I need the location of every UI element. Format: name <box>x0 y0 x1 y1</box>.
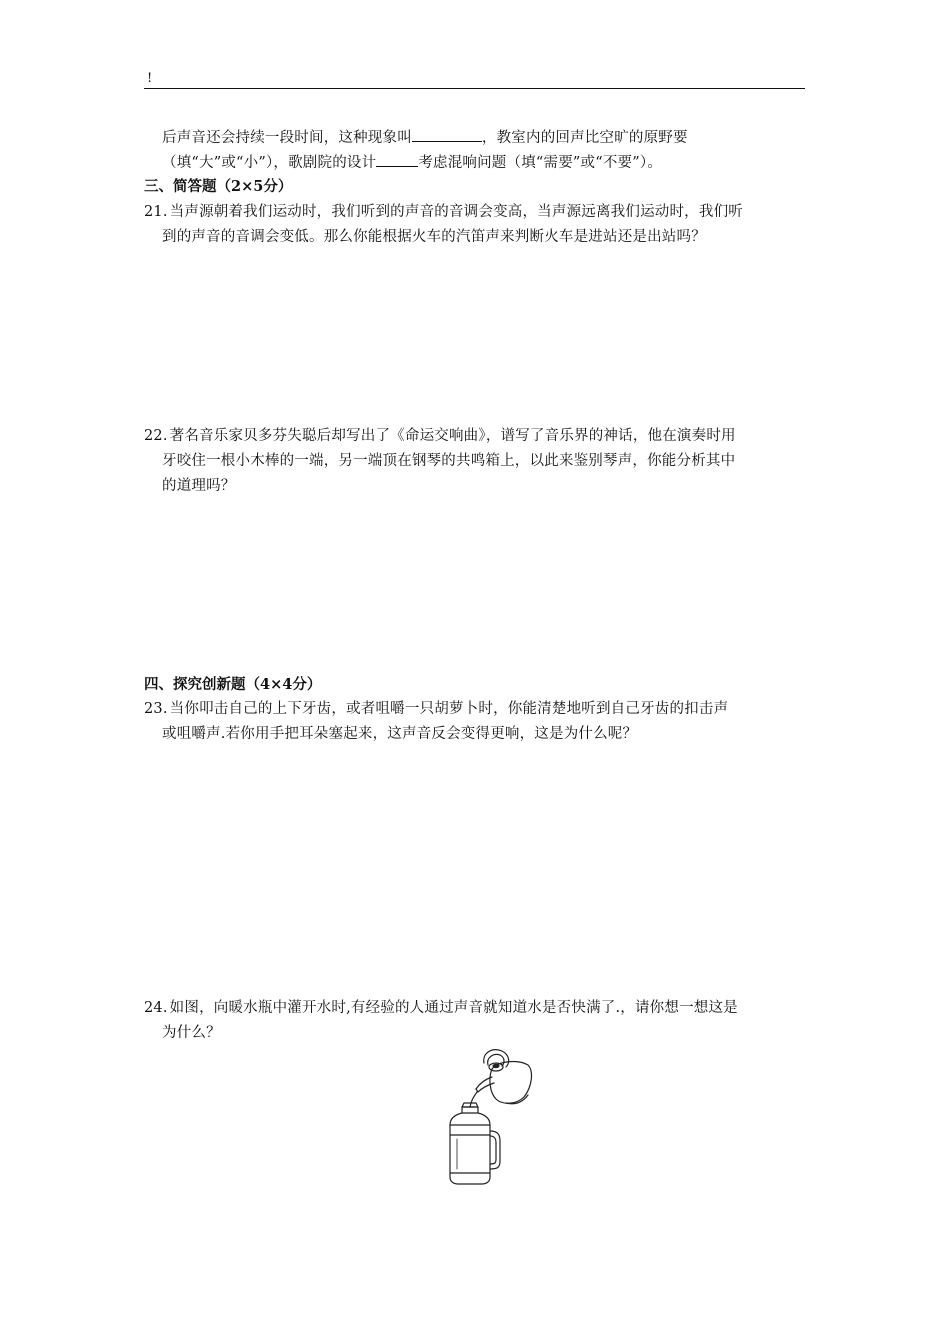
q21-text-1: 当声源朝着我们运动时，我们听到的声音的音调会变高，当声源远离我们运动时，我们听 <box>169 204 743 220</box>
q20-blank-2[interactable] <box>376 151 418 167</box>
q23-number: 23. <box>144 701 168 717</box>
q23-text-1: 当你叩击自己的上下牙齿，或者咀嚼一只胡萝卜时，你能清楚地听到自己牙齿的扣击声 <box>169 701 729 717</box>
q22-line-1 <box>144 424 736 448</box>
q20-text-2b: 考虑混响问题（填“需要”或“不要”）。 <box>418 155 663 171</box>
q20-line-2 <box>162 151 662 175</box>
q22-line-2: 牙咬住一根小木棒的一端，另一端顶在钢琴的共鸣箱上，以此来鉴别琴声，你能分析其中 <box>162 453 736 469</box>
q20-text-1b: ，教室内的回声比空旷的原野要 <box>481 130 688 146</box>
q20-text-2a: （填“大”或“小”），歌剧院的设计 <box>162 155 377 171</box>
q21-line-1 <box>144 200 743 224</box>
q20-blank-1[interactable] <box>412 126 482 142</box>
q24-line-1 <box>144 996 738 1020</box>
q23-line-1 <box>144 697 728 721</box>
q23-line-2: 或咀嚼声.若你用手把耳朵塞起来，这声音反会变得更响，这是为什么呢？ <box>162 726 638 742</box>
q24-number: 24. <box>144 1000 168 1016</box>
q22-text-1: 著名音乐家贝多芬失聪后却写出了《命运交响曲》，谱写了音乐界的神话，他在演奏时用 <box>169 428 736 444</box>
kettle-pouring-into-thermos-icon <box>440 1043 540 1188</box>
q22-number: 22. <box>144 428 168 444</box>
section-3-title: 三、简答题（2×5分） <box>144 178 293 195</box>
q20-line-1 <box>162 126 688 150</box>
header-rule <box>144 88 805 89</box>
q22-line-3: 的道理吗？ <box>162 478 236 494</box>
q24-text-1: 如图，向暖水瓶中灌开水时,有经验的人通过声音就知道水是否快满了.，请你想一想这是 <box>169 1000 738 1016</box>
header-mark: ! <box>147 71 153 86</box>
q21-line-2: 到的声音的音调会变低。那么你能根据火车的汽笛声来判断火车是进站还是出站吗？ <box>162 229 706 245</box>
q21-number: 21. <box>144 204 168 220</box>
q20-text-1a: 后声音还会持续一段时间，这种现象叫 <box>162 130 412 146</box>
q24-line-2: 为什么？ <box>162 1025 221 1041</box>
section-4-title: 四、探究创新题（4×4分） <box>144 676 322 693</box>
